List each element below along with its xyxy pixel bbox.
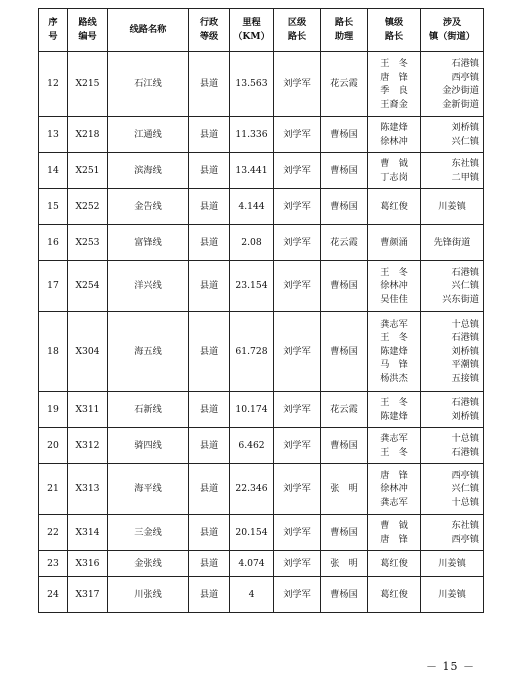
- cell-town-chief-entry: 龚志军: [380, 318, 408, 330]
- cell-route-name: 富锋线: [108, 225, 189, 261]
- cell-chief-assistant: 曹杨国: [321, 189, 368, 225]
- cell-chief-assistant: 曹杨国: [321, 261, 368, 312]
- cell-admin-level: 县道: [189, 312, 230, 392]
- cell-mileage: 11.336: [230, 117, 274, 153]
- cell-town-chief: [368, 428, 421, 464]
- cell-towns-entry: 十总镇: [451, 496, 479, 508]
- cell-towns-entry: 西亭镇: [451, 71, 479, 83]
- cell-mileage: 20.154: [230, 515, 274, 551]
- cell-towns: [421, 392, 484, 428]
- cell-mileage: 13.441: [230, 153, 274, 189]
- cell-district-chief: 刘学军: [274, 312, 321, 392]
- cell-town-chief: [368, 261, 421, 312]
- cell-seq: 15: [39, 189, 68, 225]
- header-admin-level: 行政 等级: [189, 9, 230, 52]
- cell-towns-entry: 东社镇: [451, 158, 479, 169]
- table-row: [39, 153, 484, 189]
- cell-route-name: 金张线: [108, 551, 189, 577]
- cell-admin-level: 县道: [189, 225, 230, 261]
- cell-admin-level: 县道: [189, 52, 230, 117]
- cell-admin-level: 县道: [189, 551, 230, 577]
- cell-chief-assistant: 花云霞: [321, 225, 368, 261]
- page-number: － 15 －: [426, 660, 475, 673]
- cell-route-code: X251: [68, 153, 108, 189]
- cell-towns-entry: 西亭镇: [451, 533, 479, 545]
- cell-towns-entry: 石港镇: [451, 332, 479, 344]
- table-row: [39, 225, 484, 261]
- cell-town-chief-entry: 陈建烽: [380, 122, 408, 133]
- cell-admin-level: 县道: [189, 577, 230, 613]
- header-district-chief: 区级 路长: [274, 9, 321, 52]
- cell-chief-assistant: 花云霞: [321, 392, 368, 428]
- cell-seq: 21: [39, 464, 68, 515]
- table-row: [39, 551, 484, 577]
- cell-seq: 19: [39, 392, 68, 428]
- cell-mileage: 4.144: [230, 189, 274, 225]
- cell-town-chief-entry: 龚志军: [380, 496, 408, 508]
- cell-route-name: 骑四线: [108, 428, 189, 464]
- cell-towns: [421, 551, 484, 577]
- cell-route-name: 洋兴线: [108, 261, 189, 312]
- table-row: [39, 515, 484, 551]
- cell-town-chief-entry: 王裔金: [380, 98, 408, 110]
- cell-town-chief-entry: 曹 钺: [380, 158, 408, 169]
- cell-chief-assistant: 张 明: [321, 551, 368, 577]
- table-row: [39, 428, 484, 464]
- cell-mileage: 13.563: [230, 52, 274, 117]
- cell-seq: 17: [39, 261, 68, 312]
- cell-towns-entry: 刘桥镇: [451, 122, 479, 133]
- cell-route-name: 海平线: [108, 464, 189, 515]
- cell-towns-entry: 西亭镇: [451, 469, 479, 481]
- cell-towns-entry: 兴东街道: [442, 293, 479, 305]
- cell-mileage: 23.154: [230, 261, 274, 312]
- cell-town-chief-entry: 马 锋: [380, 359, 408, 371]
- cell-route-code: X215: [68, 52, 108, 117]
- cell-towns: [421, 225, 484, 261]
- cell-town-chief: [368, 153, 421, 189]
- cell-route-name: 石江线: [108, 52, 189, 117]
- cell-chief-assistant: 曹杨国: [321, 312, 368, 392]
- cell-district-chief: 刘学军: [274, 52, 321, 117]
- cell-seq: 20: [39, 428, 68, 464]
- cell-seq: 23: [39, 551, 68, 577]
- cell-seq: 18: [39, 312, 68, 392]
- cell-route-name: 石新线: [108, 392, 189, 428]
- cell-towns-entry: 五接镇: [451, 372, 479, 384]
- cell-towns-entry: 兴仁镇: [451, 135, 479, 147]
- cell-admin-level: 县道: [189, 464, 230, 515]
- cell-towns-entry: 东社镇: [451, 520, 479, 531]
- cell-towns-entry: 刘桥镇: [451, 410, 479, 422]
- cell-district-chief: 刘学军: [274, 117, 321, 153]
- cell-admin-level: 县道: [189, 428, 230, 464]
- cell-mileage: 4: [230, 577, 274, 613]
- cell-route-name: 江通线: [108, 117, 189, 153]
- cell-chief-assistant: 曹杨国: [321, 515, 368, 551]
- cell-towns: [421, 312, 484, 392]
- cell-town-chief: [368, 515, 421, 551]
- cell-town-chief: [368, 189, 421, 225]
- cell-town-chief: [368, 225, 421, 261]
- cell-town-chief-entry: 丁志岗: [380, 171, 408, 183]
- cell-seq: 24: [39, 577, 68, 613]
- cell-towns-entry: 金沙街道: [442, 85, 479, 96]
- cell-town-chief-entry: 徐林冲: [380, 280, 408, 292]
- cell-towns: [421, 577, 484, 613]
- cell-town-chief-entry: 徐林冲: [380, 483, 408, 495]
- cell-towns: [421, 117, 484, 153]
- cell-admin-level: 县道: [189, 117, 230, 153]
- cell-towns-entry: 石港镇: [451, 397, 479, 408]
- cell-chief-assistant: 曹杨国: [321, 428, 368, 464]
- cell-mileage: 61.728: [230, 312, 274, 392]
- cell-chief-assistant: 张 明: [321, 464, 368, 515]
- cell-mileage: 10.174: [230, 392, 274, 428]
- cell-route-name: 金告线: [108, 189, 189, 225]
- cell-route-code: X311: [68, 392, 108, 428]
- table-row: [39, 52, 484, 117]
- cell-route-code: X317: [68, 577, 108, 613]
- cell-district-chief: 刘学军: [274, 189, 321, 225]
- cell-route-name: 川张线: [108, 577, 189, 613]
- cell-town-chief-entry: 吴佳佳: [380, 293, 408, 305]
- cell-admin-level: 县道: [189, 153, 230, 189]
- cell-route-code: X254: [68, 261, 108, 312]
- cell-town-chief: [368, 117, 421, 153]
- cell-admin-level: 县道: [189, 392, 230, 428]
- header-towns: 涉及 镇（街道）: [421, 9, 484, 52]
- header-town-chief: 镇级 路长: [368, 9, 421, 52]
- cell-town-chief-entry: 王 冬: [380, 446, 408, 458]
- cell-route-name: 滨海线: [108, 153, 189, 189]
- cell-mileage: 6.462: [230, 428, 274, 464]
- cell-town-chief-entry: 葛红俊: [380, 588, 408, 600]
- cell-towns-entry: 刘桥镇: [451, 345, 479, 357]
- road-chief-table: [38, 8, 484, 613]
- cell-district-chief: 刘学军: [274, 153, 321, 189]
- cell-route-code: X253: [68, 225, 108, 261]
- cell-town-chief-entry: 王 冬: [380, 266, 408, 278]
- cell-mileage: 22.346: [230, 464, 274, 515]
- cell-towns-entry: 石港镇: [451, 446, 479, 458]
- cell-town-chief-entry: 陈建烽: [380, 345, 408, 357]
- cell-route-name: 海五线: [108, 312, 189, 392]
- table-row: [39, 577, 484, 613]
- cell-town-chief-entry: 龚志军: [380, 433, 408, 444]
- cell-route-code: X252: [68, 189, 108, 225]
- cell-chief-assistant: 曹杨国: [321, 153, 368, 189]
- cell-towns-entry: 兴仁镇: [451, 483, 479, 495]
- cell-town-chief: [368, 551, 421, 577]
- cell-admin-level: 县道: [189, 515, 230, 551]
- cell-towns: [421, 153, 484, 189]
- cell-town-chief-entry: 王 冬: [380, 332, 408, 344]
- cell-town-chief: [368, 577, 421, 613]
- table-row: [39, 261, 484, 312]
- cell-route-name: 三金线: [108, 515, 189, 551]
- cell-town-chief-entry: 曹 钺: [380, 520, 408, 531]
- cell-seq: 22: [39, 515, 68, 551]
- cell-towns-entry: 兴仁镇: [451, 280, 479, 292]
- cell-seq: 12: [39, 52, 68, 117]
- cell-route-code: X313: [68, 464, 108, 515]
- cell-district-chief: 刘学军: [274, 428, 321, 464]
- cell-towns-entry: 川姜镇: [438, 557, 466, 569]
- cell-admin-level: 县道: [189, 261, 230, 312]
- cell-town-chief: [368, 392, 421, 428]
- cell-towns-entry: 平潮镇: [451, 359, 479, 371]
- cell-district-chief: 刘学军: [274, 551, 321, 577]
- cell-chief-assistant: 曹杨国: [321, 577, 368, 613]
- cell-mileage: 2.08: [230, 225, 274, 261]
- cell-town-chief-entry: 唐 锋: [380, 469, 408, 481]
- table-row: [39, 464, 484, 515]
- cell-town-chief-entry: 王 冬: [380, 58, 408, 69]
- cell-district-chief: 刘学军: [274, 577, 321, 613]
- cell-town-chief-entry: 王 冬: [380, 397, 408, 408]
- cell-admin-level: 县道: [189, 189, 230, 225]
- header-row: [39, 9, 484, 52]
- cell-district-chief: 刘学军: [274, 515, 321, 551]
- cell-towns: [421, 261, 484, 312]
- cell-route-code: X218: [68, 117, 108, 153]
- cell-route-code: X304: [68, 312, 108, 392]
- header-seq: 序 号: [39, 9, 68, 52]
- cell-town-chief-entry: 曹颜涌: [380, 236, 408, 248]
- cell-towns-entry: 川姜镇: [438, 200, 466, 212]
- cell-towns: [421, 515, 484, 551]
- cell-town-chief: [368, 312, 421, 392]
- cell-towns: [421, 52, 484, 117]
- cell-district-chief: 刘学军: [274, 464, 321, 515]
- cell-route-code: X316: [68, 551, 108, 577]
- cell-town-chief-entry: 唐 锋: [380, 71, 408, 83]
- cell-mileage: 4.074: [230, 551, 274, 577]
- cell-district-chief: 刘学军: [274, 392, 321, 428]
- cell-towns-entry: 先锋街道: [433, 236, 471, 248]
- header-route-name: 线路名称: [108, 9, 189, 52]
- cell-towns-entry: 石港镇: [451, 58, 479, 69]
- cell-town-chief: [368, 52, 421, 117]
- cell-district-chief: 刘学军: [274, 261, 321, 312]
- cell-town-chief-entry: 杨洪杰: [380, 372, 408, 384]
- cell-town-chief-entry: 陈建烽: [380, 410, 408, 422]
- cell-seq: 16: [39, 225, 68, 261]
- cell-towns: [421, 464, 484, 515]
- table-row: [39, 189, 484, 225]
- cell-towns-entry: 川姜镇: [438, 588, 466, 600]
- cell-town-chief-entry: 葛红俊: [380, 557, 408, 569]
- table-row: [39, 312, 484, 392]
- cell-route-code: X314: [68, 515, 108, 551]
- cell-town-chief-entry: 徐林冲: [380, 135, 408, 147]
- cell-towns-entry: 石港镇: [451, 266, 479, 278]
- cell-town-chief: [368, 464, 421, 515]
- table-row: [39, 392, 484, 428]
- cell-town-chief-entry: 葛红俊: [380, 200, 408, 212]
- cell-towns-entry: 十总镇: [451, 318, 479, 330]
- cell-chief-assistant: 曹杨国: [321, 117, 368, 153]
- cell-seq: 14: [39, 153, 68, 189]
- cell-towns: [421, 428, 484, 464]
- cell-towns-entry: 金新街道: [442, 98, 479, 110]
- cell-towns: [421, 189, 484, 225]
- cell-town-chief-entry: 季 良: [380, 85, 408, 96]
- cell-town-chief-entry: 唐 锋: [380, 533, 408, 545]
- cell-chief-assistant: 花云霞: [321, 52, 368, 117]
- header-chief-assistant: 路长 助理: [321, 9, 368, 52]
- header-mileage: 里程 （KM）: [230, 9, 274, 52]
- cell-district-chief: 刘学军: [274, 225, 321, 261]
- header-route-code: 路线 编号: [68, 9, 108, 52]
- cell-route-code: X312: [68, 428, 108, 464]
- cell-towns-entry: 二甲镇: [451, 171, 479, 183]
- table-row: [39, 117, 484, 153]
- cell-towns-entry: 十总镇: [451, 433, 479, 444]
- cell-seq: 13: [39, 117, 68, 153]
